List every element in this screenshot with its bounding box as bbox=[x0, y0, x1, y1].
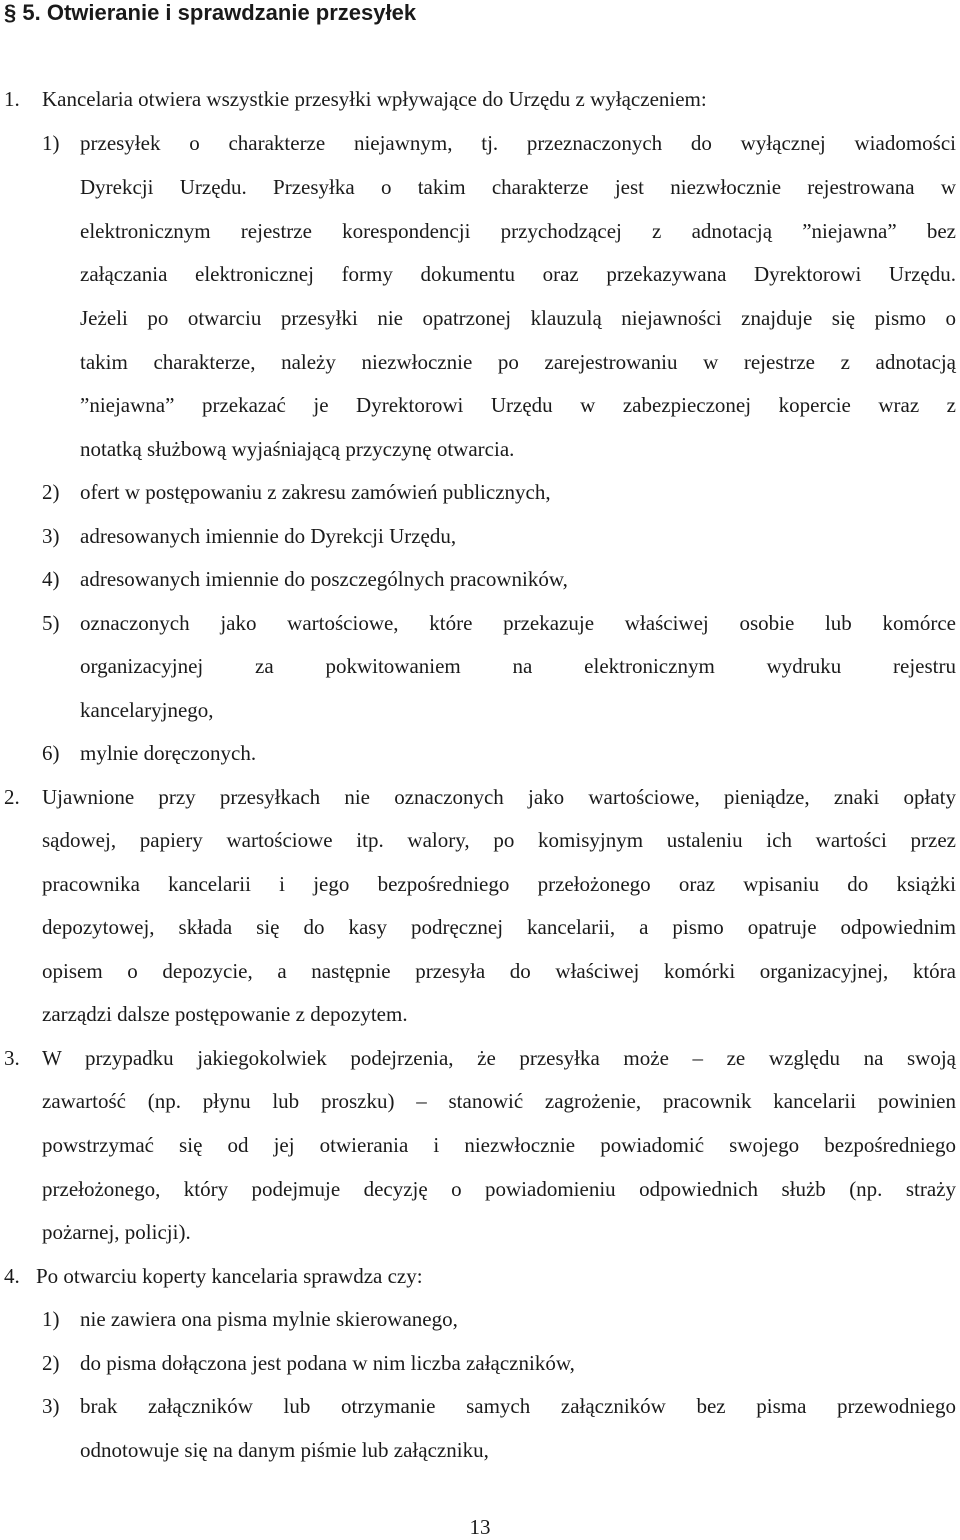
paragraph-line: depozytowej, składa się do kasy podręcznej kancelarii, a pismo opatruje odpowiednim bbox=[42, 915, 956, 939]
paragraph-number: 3. bbox=[4, 1046, 20, 1070]
paragraph-number: 2. bbox=[4, 785, 20, 809]
list-item-line: do pisma dołączona jest podana w nim liczba załączników, bbox=[80, 1351, 575, 1375]
paragraph-line: przełożonego, który podejmuje decyzję o powiadomieniu odpowiednich służb (np. straży bbox=[42, 1177, 956, 1201]
paragraph-line: Ujawnione przy przesyłkach nie oznaczonych jako wartościowe, pieniądze, znaki opłaty bbox=[42, 785, 956, 809]
paragraph-line: opisem o depozycie, a następnie przesyła do właściwej komórki organizacyjnej, która bbox=[42, 959, 956, 983]
paragraph-line: sądowej, papiery wartościowe itp. walory, po komisyjnym ustaleniu ich wartości przez bbox=[42, 828, 956, 852]
list-item-number: 2) bbox=[42, 480, 60, 504]
list-item-line: notatką służbową wyjaśniającą przyczynę otwarcia. bbox=[80, 437, 515, 461]
list-item-line: brak załączników lub otrzymanie samych załączników bez pisma przewodniego bbox=[80, 1394, 956, 1418]
list-item-line: kancelaryjnego, bbox=[80, 698, 214, 722]
list-item-line: elektronicznym rejestrze korespondencji przychodzącej z adnotacją ”niejawna” bez bbox=[80, 219, 956, 243]
section-marker: § bbox=[4, 0, 17, 25]
paragraph-number: 4. bbox=[4, 1264, 20, 1288]
paragraph-line: zarządzi dalsze postępowanie z depozytem. bbox=[42, 1002, 408, 1026]
paragraph-line: pożarnej, policji). bbox=[42, 1220, 191, 1244]
list-item-number: 3) bbox=[42, 524, 60, 548]
list-item-number: 3) bbox=[42, 1394, 60, 1418]
paragraph-intro: Po otwarciu koperty kancelaria sprawdza czy: bbox=[36, 1264, 423, 1288]
list-item-number: 2) bbox=[42, 1351, 60, 1375]
list-item-line: ofert w postępowaniu z zakresu zamówień publicznych, bbox=[80, 480, 551, 504]
list-item-line: Jeżeli po otwarciu przesyłki nie opatrzonej klauzulą niejawności znajduje się pismo o bbox=[80, 306, 956, 330]
list-item-line: mylnie doręczonych. bbox=[80, 741, 257, 765]
list-item-line: odnotowuje się na danym piśmie lub załączniku, bbox=[80, 1438, 489, 1462]
paragraph-line: zawartość (np. płynu lub proszku) – stanowić zagrożenie, pracownik kancelarii powinien bbox=[42, 1089, 956, 1113]
paragraph-number: 1. bbox=[4, 87, 20, 111]
section-title: 5. Otwieranie i sprawdzanie przesyłek bbox=[22, 0, 417, 25]
list-item-line: oznaczonych jako wartościowe, które przekazuje właściwej osobie lub komórce bbox=[80, 611, 956, 635]
list-item-line: ”niejawna” przekazać je Dyrektorowi Urzędu w zabezpieczonej kopercie wraz z bbox=[80, 393, 956, 417]
list-item-line: takim charakterze, należy niezwłocznie po zarejestrowaniu w rejestrze z adnotacją bbox=[80, 350, 956, 374]
list-item-line: przesyłek o charakterze niejawnym, tj. przeznaczonych do wyłącznej wiadomości bbox=[80, 131, 956, 155]
list-item-number: 5) bbox=[42, 611, 60, 635]
list-item-line: nie zawiera ona pisma mylnie skierowanego, bbox=[80, 1307, 458, 1331]
list-item-number: 4) bbox=[42, 567, 60, 591]
section-heading bbox=[4, 0, 416, 26]
paragraph-line: pracownika kancelarii i jego bezpośredniego przełożonego oraz wpisaniu do książki bbox=[42, 872, 956, 896]
list-item-number: 1) bbox=[42, 1307, 60, 1331]
paragraph-line: W przypadku jakiegokolwiek podejrzenia, że przesyłka może – ze względu na swoją bbox=[42, 1046, 956, 1070]
paragraph-intro: Kancelaria otwiera wszystkie przesyłki wpływające do Urzędu z wyłączeniem: bbox=[42, 87, 707, 111]
page-number: 13 bbox=[469, 1515, 491, 1539]
list-item-line: organizacyjnej za pokwitowaniem na elektronicznym wydruku rejestru bbox=[80, 654, 956, 678]
list-item-line: Dyrekcji Urzędu. Przesyłka o takim charakterze jest niezwłocznie rejestrowana w bbox=[80, 175, 956, 199]
list-item-line: załączania elektronicznej formy dokumentu oraz przekazywana Dyrektorowi Urzędu. bbox=[80, 262, 956, 286]
list-item-line: adresowanych imiennie do poszczególnych pracowników, bbox=[80, 567, 568, 591]
list-item-number: 1) bbox=[42, 131, 60, 155]
list-item-number: 6) bbox=[42, 741, 60, 765]
list-item-line: adresowanych imiennie do Dyrekcji Urzędu, bbox=[80, 524, 457, 548]
paragraph-line: powstrzymać się od jej otwierania i niezwłocznie powiadomić swojego bezpośredniego bbox=[42, 1133, 956, 1157]
